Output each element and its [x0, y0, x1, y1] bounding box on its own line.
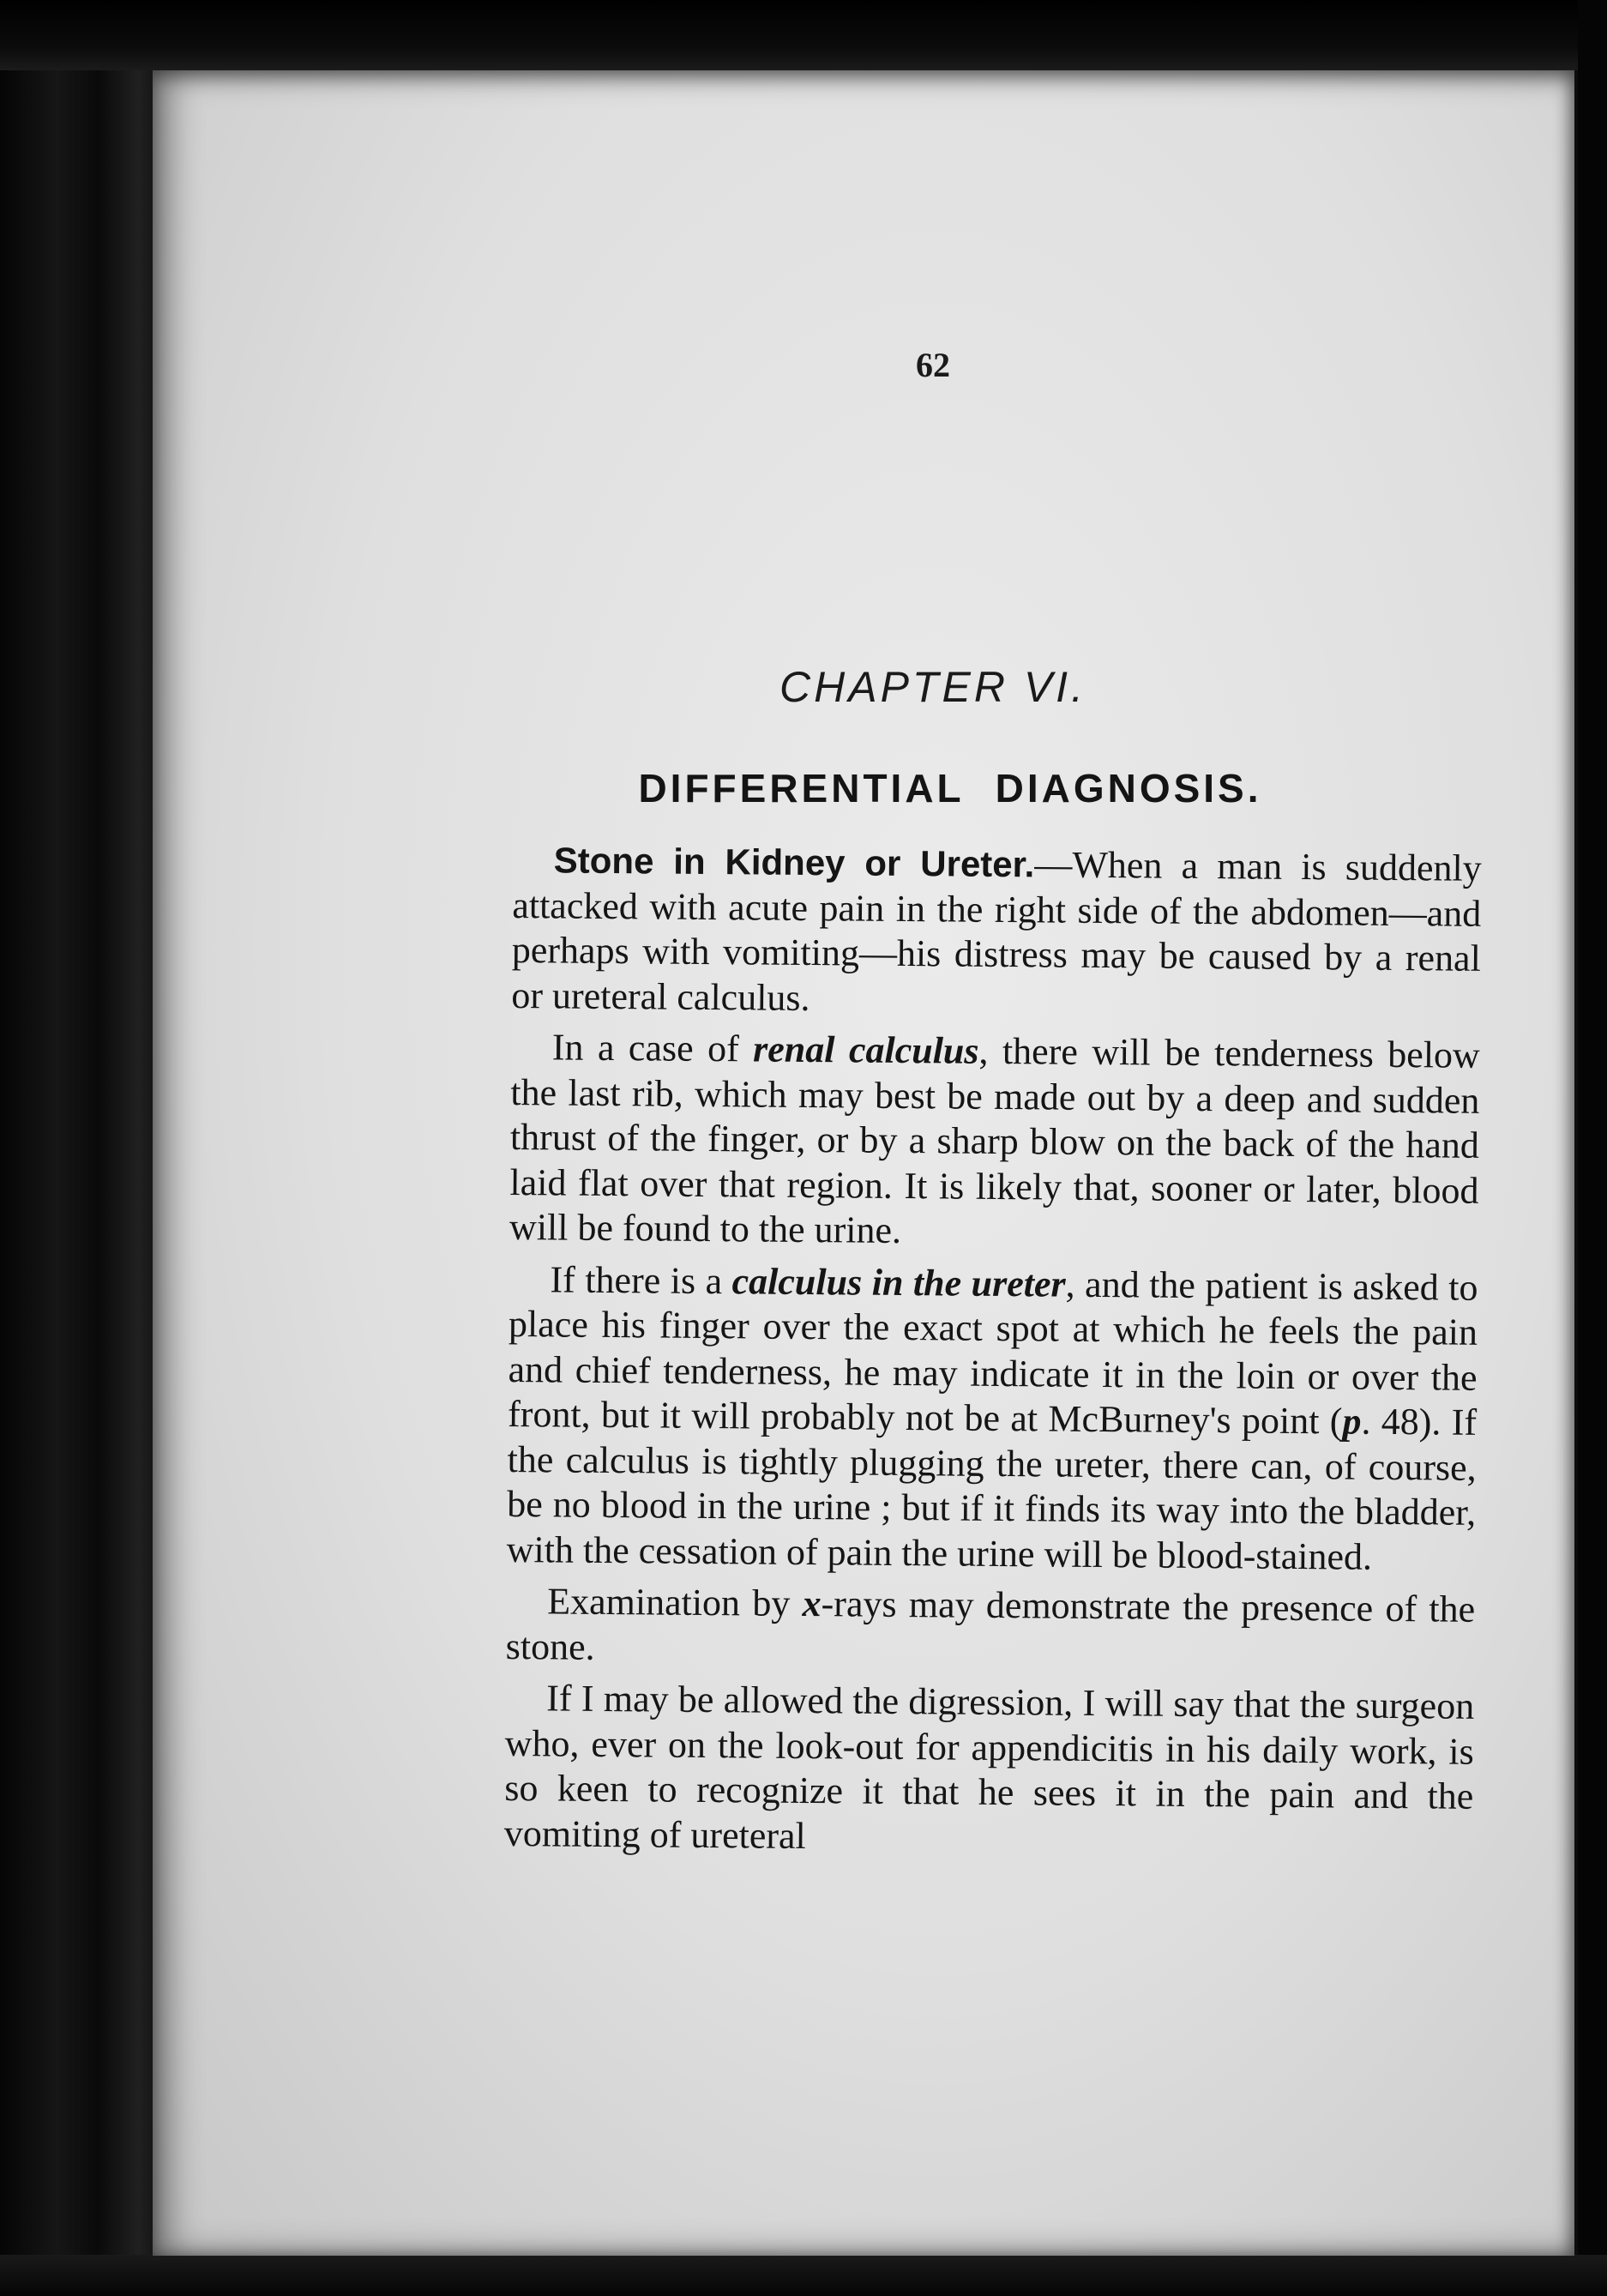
- body-text: [504, 838, 1482, 1871]
- paragraph-1: [511, 838, 1482, 1027]
- italic-term: x: [802, 1582, 822, 1625]
- film-border-left: [0, 0, 163, 2296]
- paragraph-text: -rays may demonstrate the presence of the stone.: [505, 1582, 1476, 1668]
- section-heading: DIFFERENTIAL DIAGNOSIS.: [638, 766, 1262, 811]
- paragraph-text: . 48). If the calculus is tightly plugging the ureter, there can, of course, be no blood in the urine ; but if it finds its way into the bladder, with the cessation of pain the urine will be blood-stained.: [506, 1400, 1478, 1578]
- paragraph-text: , and the patient is asked to place his finger over the exact spot at which he feels the pain and chief tenderness, he may indicate it in the loin or over the front, but it will probably not be at McBurney's point (: [507, 1262, 1478, 1443]
- book-page: [153, 70, 1574, 2256]
- italic-term: calculus in the ureter: [731, 1259, 1066, 1305]
- paragraph-text: —When a man is suddenly attacked with acute pain in the right side of the abdomen—and perhaps with vomiting—his distress may be caused by a renal or ureteral calculus.: [511, 843, 1482, 1019]
- runin-heading: Stone in Kidney or Ureter.: [553, 840, 1035, 885]
- film-border-bottom: [0, 2255, 1607, 2296]
- film-border-top: [0, 0, 1607, 70]
- page-number: 62: [916, 346, 950, 384]
- paragraph-3: [507, 1256, 1478, 1580]
- film-border-right: [1578, 0, 1607, 2296]
- paragraph-text: Examination by: [547, 1580, 803, 1624]
- italic-term: p: [1342, 1400, 1362, 1443]
- paragraph-text: If there is a: [550, 1257, 732, 1302]
- italic-term: renal calculus: [752, 1027, 979, 1072]
- paragraph-2: [509, 1025, 1480, 1258]
- paragraph-text: , there will be tenderness below the last rib, which may best be made out by a deep and sudden thrust of the finger, or by a sharp blow on the back of the hand laid flat over that region. It is likely that, sooner or later, blood will be found to the urine.: [509, 1029, 1481, 1251]
- paragraph-text: In a case of: [551, 1026, 754, 1070]
- paragraph-5: [504, 1676, 1475, 1865]
- paragraph-4: [506, 1579, 1476, 1678]
- chapter-title: CHAPTER VI.: [779, 663, 1086, 711]
- paragraph-text: If I may be allowed the digression, I will say that the surgeon who, ever on the look-out for appendicitis in his daily work, is so keen to recognize it that he sees it in the pain and the vomiting of ureteral: [503, 1677, 1475, 1857]
